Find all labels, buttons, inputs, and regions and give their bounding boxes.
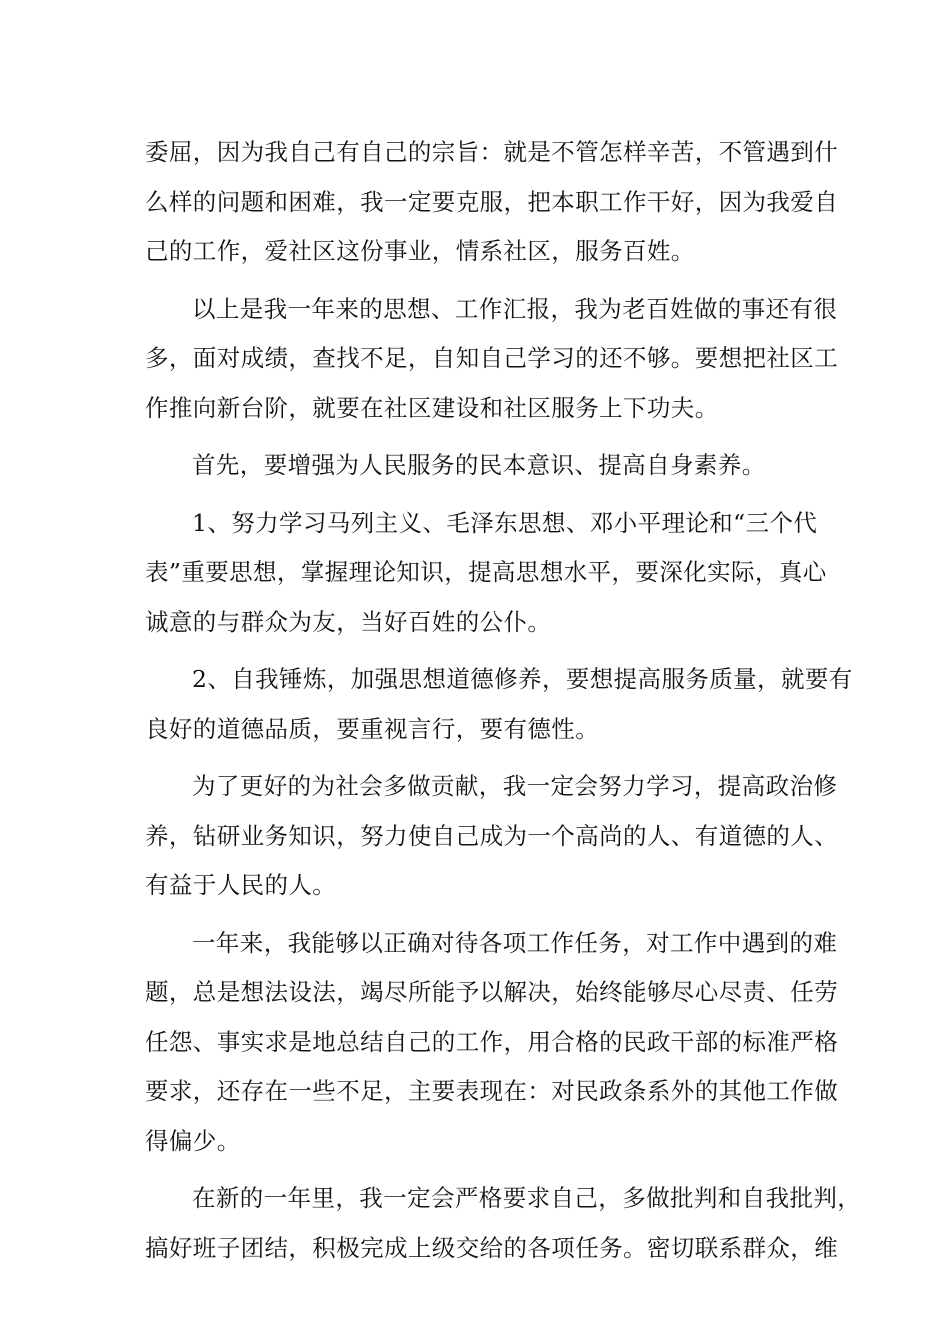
text-line: 以上是我一年来的思想、工作汇报，我为老百姓做的事还有很 bbox=[192, 294, 838, 323]
text-line: 得偏少。 bbox=[145, 1126, 241, 1155]
paragraph bbox=[145, 285, 839, 434]
paragraph bbox=[145, 655, 853, 754]
paragraph bbox=[145, 762, 839, 911]
paragraph bbox=[145, 919, 839, 1167]
document-body bbox=[145, 128, 862, 1273]
text-line: 要求，还存在一些不足，主要表现在：对民政条系外的其他工作做 bbox=[145, 1077, 839, 1105]
text-line: 多，面对成绩，查找不足，自知自己学习的还不够。要想把社区工 bbox=[145, 344, 839, 372]
paragraph bbox=[145, 441, 825, 491]
text-line: 作推向新台阶，就要在社区建设和社区服务上下功夫。 bbox=[145, 393, 719, 422]
text-line: 诚意的与群众为友，当好百姓的公仆。 bbox=[145, 607, 552, 636]
text-line: 一年来，我能够以正确对待各项工作任务，对工作中遇到的难 bbox=[192, 928, 838, 957]
text-line: 首先，要增强为人民服务的民本意识、提高自身素养。 bbox=[192, 451, 766, 479]
text-line: 为了更好的为社会多做贡献，我一定会努力学习，提高政治修 bbox=[192, 772, 838, 800]
text-line: 养，钻研业务知识，努力使自己成为一个高尚的人、有道德的人、 bbox=[145, 821, 839, 850]
text-line: 么样的问题和困难，我一定要克服，把本职工作干好，因为我爱自 bbox=[145, 187, 839, 216]
text-line: 搞好班子团结，积极完成上级交给的各项任务。密切联系群众，维 bbox=[145, 1233, 839, 1262]
text-line: 良好的道德品质，要重视言行，要有德性。 bbox=[145, 714, 600, 743]
text-line: 任怨、事实求是地总结自己的工作，用合格的民政干部的标准严格 bbox=[145, 1027, 839, 1056]
text-line: 己的工作，爱社区这份事业，情系社区，服务百姓。 bbox=[145, 237, 695, 265]
text-line: 表”重要思想，掌握理论知识，提高思想水平，要深化实际，真心 bbox=[145, 558, 827, 586]
paragraph bbox=[145, 1174, 862, 1273]
paragraph bbox=[145, 128, 839, 277]
text-line: 在新的一年里，我一定会严格要求自己，多做批判和自我批判， bbox=[192, 1184, 862, 1212]
text-line: 题，总是想法设法，竭尽所能予以解决，始终能够尽心尽责、任劳 bbox=[145, 978, 839, 1006]
text-line: 2、自我锤炼，加强思想道德修养，要想提高服务质量，就要有 bbox=[192, 665, 853, 693]
paragraph bbox=[145, 499, 825, 648]
text-line: 1、努力学习马列主义、毛泽东思想、邓小平理论和“三个代 bbox=[192, 508, 818, 537]
text-line: 委屈，因为我自己有自己的宗旨：就是不管怎样辛苦，不管遇到什 bbox=[145, 138, 839, 166]
text-line: 有益于人民的人。 bbox=[145, 871, 337, 899]
